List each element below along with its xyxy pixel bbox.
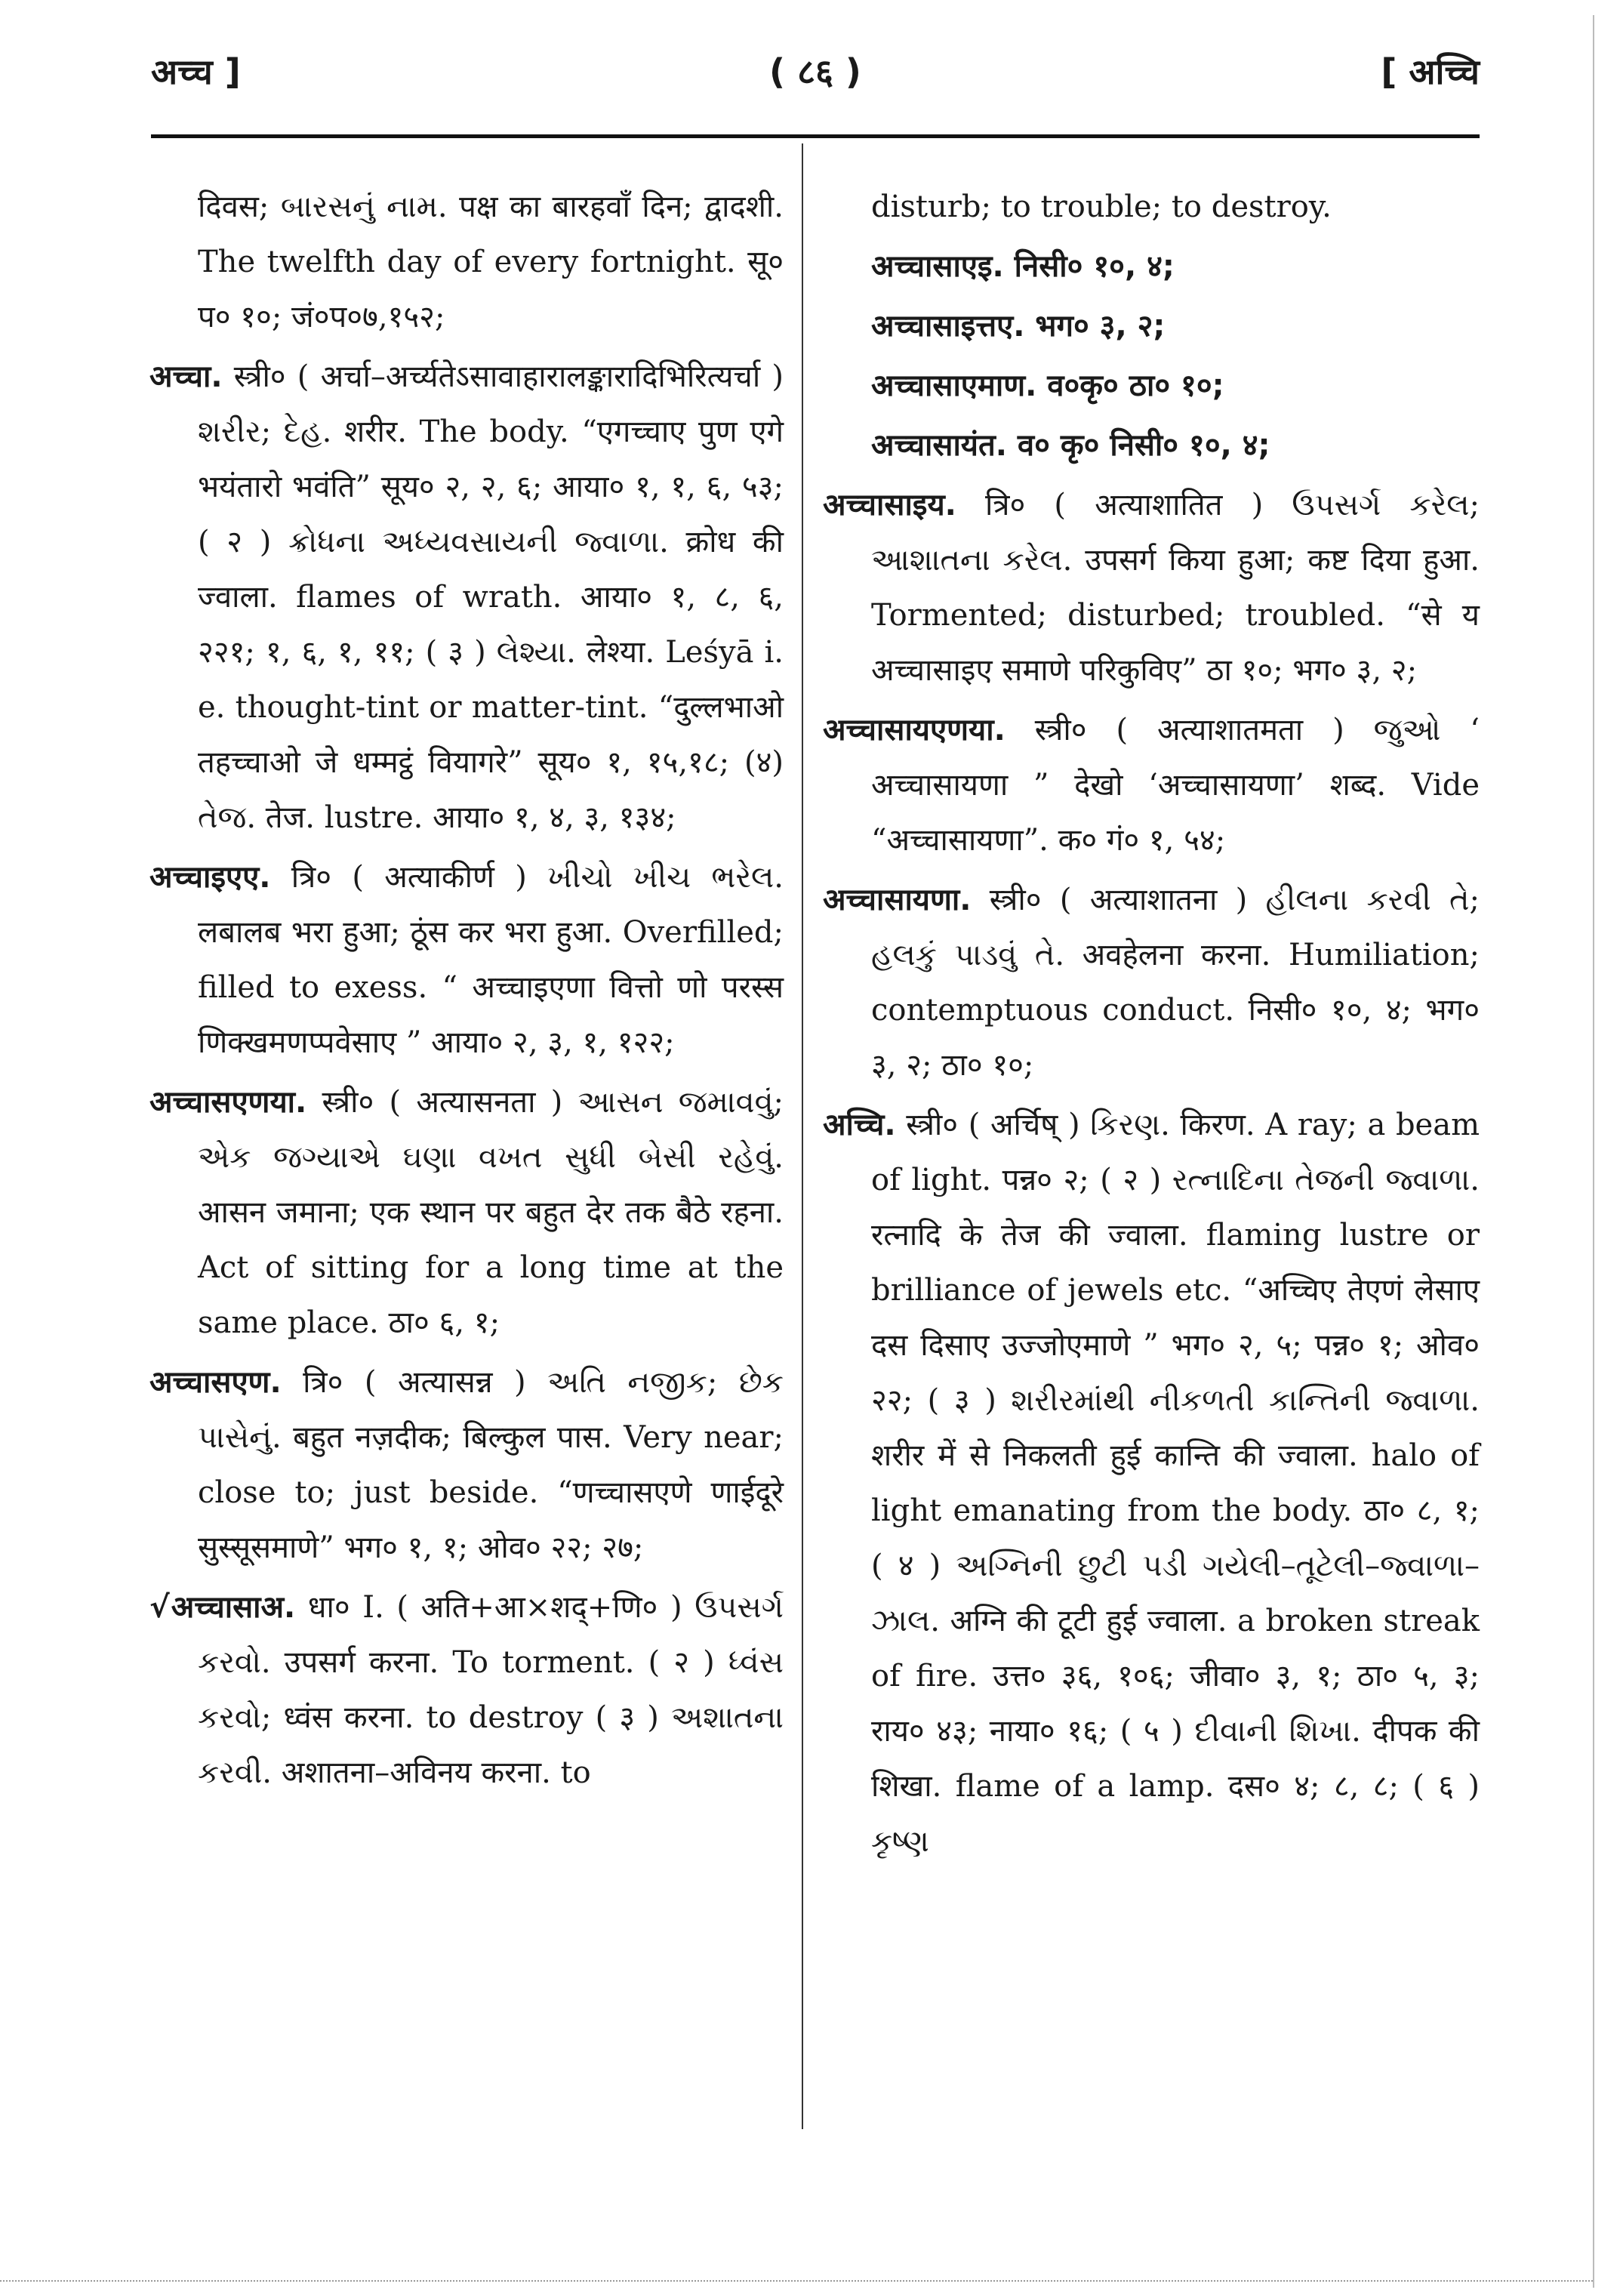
entry-body: त्रि० ( अत्याकीर्ण ) ખીચો ખીચ ભરેલ. लबालब भरा हुआ; ठूंस कर भरा हुआ. Overfilled; filled to exess. “ अच्चाइएणा वित्तो णो परस्स णिक्खमणप्पवेसाए ” आया० २, ३, १, १२२; [198,860,784,1060]
page-header [151,38,1480,106]
header-left-guideword: अच्च ] [151,51,241,92]
headword: अच्चासएण. [149,1365,282,1400]
entry-acchasaa [149,1580,784,1801]
header-rule [151,134,1480,138]
sub-form-text: अच्चासाइत्तए. भग० ३, २; [871,309,1166,344]
sub-form [823,239,1480,294]
sub-form-text: अच्चासायंत. व० कृ० निसी० १०, ४; [871,428,1270,463]
entry-acchasayana [823,873,1480,1093]
entry-body: स्त्री० ( अत्याशातना ) હીલના કરવી તે; હલકું પાડવું તે. अवहेलना करना. Humiliation; contemptuous conduct. निसी० १०, ४; भग० ३, २; ठा० १०; [871,883,1480,1083]
entry-body: स्त्री० ( अत्याशातमता ) જુઓ ‘ अच्चासायणा ” देखो ‘अच्चासायणा’ शब्द. Vide “अच्चासायणा”. क० गं० १, ५४; [871,713,1480,858]
checkmark-icon: √ [149,1590,170,1625]
entry-acchasayannaya [823,703,1480,868]
entry-acchi [823,1098,1480,1869]
entry-body: स्त्री० ( अर्चिष् ) કિરણ. किरण. A ray; a beam of light. पन्न० २; ( २ ) રત્નાદિના તેજની જ્વાળા. रत्नादि के तेज की ज्वाला. flaming lustre or brilliance of jewels etc. “अच्चिए तेएणं लेसाए दस दिसाए उज्जोएमाणे ” भग० २, ५; पन्न० १; ओव० २२; ( ३ ) શરીરમાંથી નીકળતી કાન્તિની જ્વાળા. शरीर में से निकलती हुई कान्ति की ज्वाला. halo of light emanating from the body. ठा० ८, १; ( ४ ) અગ્નિની છુટી પડી ગયેલી–તૂટેલી–જ્વાળા–ઝાલ. अग्नि की टूटी हुई ज्वाला. a broken streak of fire. उत्त० ३६, १०६; जीवा० ३, १; ठा० ५, ३; राय० ४३; नाया० १६; ( ५ ) દીવાની શિખા. दीपक की शिखा. flame of a lamp. दस० ४; ८, ८; ( ६ ) કૃષ્ણ [871,1108,1480,1859]
headword: अच्चासाअ. [171,1590,296,1625]
sub-form-text: अच्चासाएइ. निसी० १०, ४; [871,249,1175,284]
entry-body: त्रि० ( अत्याशातित ) ઉપસર્ગ કરેલ; આશાતના કરેલ. उपसर्ग किया हुआ; कष्ट दिया हुआ. Tormented; disturbed; troubled. “से य अच्चासाइए समाणे परिकुविए” ठा १०; भग० ३, २; [871,488,1480,688]
headword: अच्चासायणा. [823,883,972,917]
entry-continuation [149,180,784,345]
right-column [823,180,1480,1874]
entry-acchasaiya [823,478,1480,698]
page-number: ( ८६ ) [769,51,861,92]
headword: अच्चाइएए. [149,860,271,895]
scan-bottom-edge [0,2280,1593,2282]
entry-body: धा० I. ( अति+आ×शद्+णि० ) ઉપસર્ગ કરવો. उपसर्ग करना. To torment. ( २ ) ધ્વંસ કરવો; ध्वंस करना. to destroy ( ३ ) અશાતના કરવી. अशातना–अविनय करना. to [198,1590,784,1790]
entry-body: disturb; to trouble; to destroy. [871,190,1332,224]
entry-body: दिवस; બારસનું નામ. पक्ष का बारहवाँ दिन; द्वादशी. The twelfth day of every fortnight. सू० प० १०; जं०प०७,१५२; [198,190,784,334]
headword: अच्चासएणया. [149,1085,307,1120]
column-divider [802,143,803,2129]
entry-acchasannaya [149,1075,784,1351]
entry-acchaienna [149,850,784,1071]
sub-form [823,359,1480,414]
entry-acchasanna [149,1355,784,1576]
entry-accha [149,350,784,846]
entry-body: स्त्री० ( अत्यासनता ) આસન જમાવવું; એક જગ્યાએ ઘણા વખત સુધી બેસી રહેવું. आसन जमाना; एक स्थान पर बहुत देर तक बैठे रहना. Act of sitting for a long time at the same place. ठा० ६, १; [198,1085,784,1340]
headword: अच्चि. [823,1108,896,1142]
left-column [149,180,784,1805]
sub-form-text: अच्चासाएमाण. व०कृ० ठा० १०; [871,368,1224,403]
header-right-guideword: [ अच्चि [1381,51,1480,92]
scan-edge-line [1593,15,1594,2288]
entry-body: स्त्री० ( अर्चा–अर्च्यतेऽसावाहारालङ्कारादिभिरित्यर्चा ) શરીર; દેહ. शरीर. The body. “एगच्चाए पुण एगे भयंतारो भवंति” सूय० २, २, ६; आया० १, १, ६, ५३; ( २ ) ક્રોધના અધ્યવસાયની જ્વાળા. क्रोध की ज्वाला. flames of wrath. आया० १, ८, ६, २२१; १, ६, १, ११; ( ३ ) લેશ્યા. लेश्या. Leśyā i. e. thought-tint or matter-tint. “दुल्लभाओ तहच्चाओ जे धम्मट्ठं वियागरे” सूय० १, १५,१८; (४) તેજ. तेज. lustre. आया० १, ४, ३, १३४; [198,359,784,835]
headword: अच्चासाइय. [823,488,956,522]
entry-body: त्रि० ( अत्यासन्न ) અતિ નજીક; છેક પાસેનું. बहुत नज़दीक; बिल्कुल पास. Very near; close to; just beside. “णच्चासएणे णाईदूरे सुस्सूसमाणे” भग० १, १; ओव० २२; २७; [198,1365,784,1565]
headword: अच्चासायएणया. [823,713,1006,747]
sub-form [823,299,1480,354]
sub-form [823,418,1480,473]
entry-continuation [823,180,1480,235]
headword: अच्चा. [149,359,223,394]
